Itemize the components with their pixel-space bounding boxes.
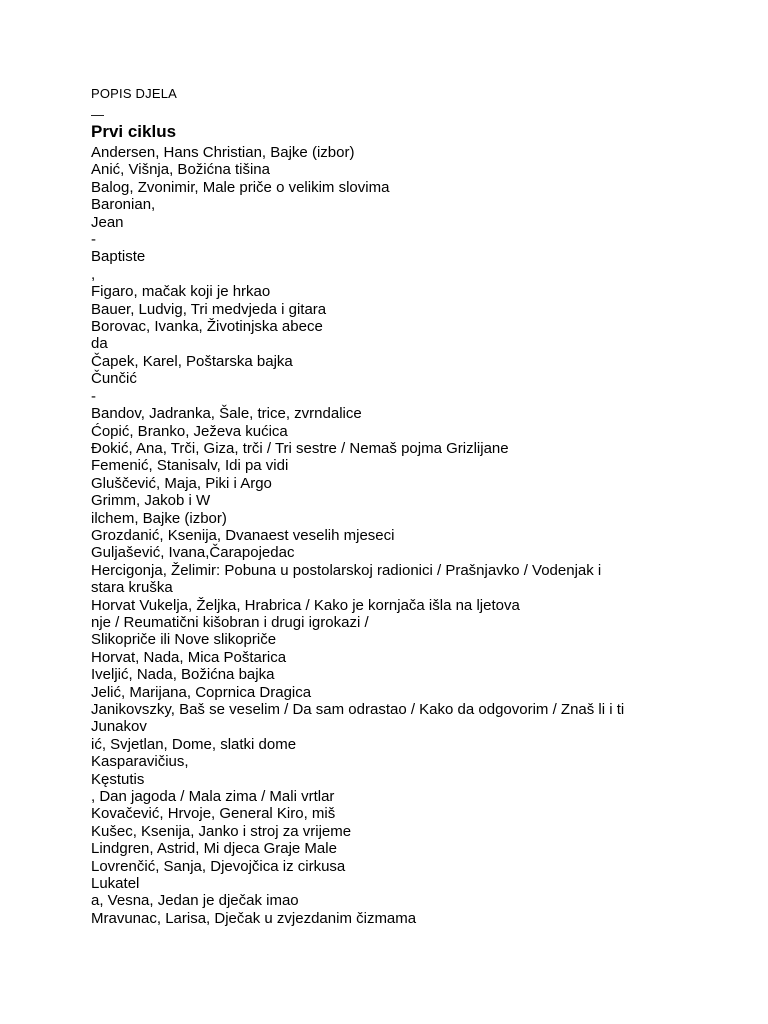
list-item: Lovrenčić, Sanja, Djevojčica iz cirkusa [91,857,346,875]
list-item: Čunčić [91,370,137,388]
document-page [91,86,731,927]
list-item: Anić, Višnja, Božićna tišina [91,161,270,179]
list-item: Grozdanić, Ksenija, Dvanaest veselih mjeseci [91,526,395,544]
list-item: Ćopić, Branko, Ježeva kućica [91,422,288,440]
list-item: Baptiste [91,248,146,266]
document-title: POPIS DJELA [91,86,178,101]
list-item: Junakov [91,718,147,736]
list-item: Gluščević, Maja, Piki i Argo [91,474,272,492]
list-item: , [91,265,96,283]
list-item: Kušec, Ksenija, Janko i stroj za vrijeme [91,822,352,840]
list-item: Guljašević, Ivana,Čarapojedac [91,544,295,562]
list-item: Borovac, Ivanka, Životinjska abece [91,318,323,336]
list-item: a, Vesna, Jedan je dječak imao [91,892,299,910]
list-item: Hercigonja, Želimir: Pobuna u postolarskoj radionici / Prašnjavko / Vodenjak i [91,561,602,579]
list-item: Jean [91,213,124,231]
list-item: stara kruška [91,579,173,597]
list-item: Balog, Zvonimir, Male priče o velikim slovima [91,178,390,196]
list-item: Čapek, Karel, Poštarska bajka [91,352,293,370]
list-item: Janikovszky, Baš se veselim / Da sam odrastao / Kako da odgovorim / Znaš li i ti [91,701,625,718]
list-item: Jelić, Marijana, Coprnica Dragica [91,683,312,701]
list-item: Andersen, Hans Christian, Bajke (izbor) [91,144,355,161]
list-item: Slikopriče ili Nove slikopriče [91,631,277,649]
list-item: Horvat Vukelja, Željka, Hrabrica / Kako je kornjača išla na ljetova [91,596,520,614]
list-item: ilchem, Bajke (izbor) [91,509,227,527]
list-item: Horvat, Nada, Mica Poštarica [91,648,287,666]
list-item: Đokić, Ana, Trči, Giza, trči / Tri sestre / Nemaš pojma Grizlijane [91,439,509,457]
list-item: Kovačević, Hrvoje, General Kiro, miš [91,805,336,823]
list-item: Lindgren, Astrid, Mi djeca Graje Male [91,840,337,858]
list-item: Bauer, Ludvig, Tri medvjeda i gitara [91,300,327,318]
list-item: Figaro, mačak koji je hrkao [91,283,271,301]
list-item: Baronian, [91,196,156,214]
list-item: Mravunac, Larisa, Dječak u zvjezdanim čizmama [91,909,417,927]
list-item: nje / Reumatični kišobran i drugi igrokazi / [91,613,369,631]
list-item: - [91,231,96,249]
section-heading: Prvi ciklus [91,122,177,141]
list-item: Kasparavičius, [91,753,189,771]
list-item: , Dan jagoda / Mala zima / Mali vrtlar [91,788,335,806]
list-item: Femenić, Stanisalv, Idi pa vidi [91,457,289,475]
list-item: Bandov, Jadranka, Šale, trice, zvrndalice [91,405,362,423]
list-item: da [91,335,108,353]
list-item: - [91,387,96,405]
title-dash: — [91,107,104,122]
list-item: ić, Svjetlan, Dome, slatki dome [91,735,297,753]
list-item: Iveljić, Nada, Božićna bajka [91,666,275,684]
list-item: Grimm, Jakob i W [91,492,211,510]
works-list [91,144,731,927]
list-item: Kęstutis [91,770,145,788]
list-item: Lukatel [91,875,140,893]
